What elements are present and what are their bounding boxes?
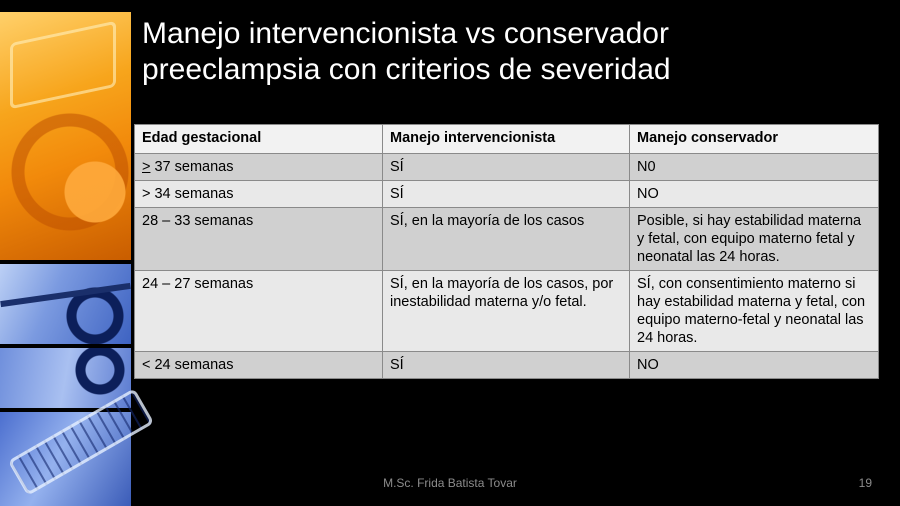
cell-conservador: N0 (630, 154, 879, 181)
decorative-photo-scissors (0, 348, 131, 408)
cell-intervencionista: SÍ, en la mayoría de los casos, por inestabilidad materna y/o fetal. (383, 271, 630, 352)
cell-edad (135, 154, 383, 181)
cell-intervencionista: SÍ (383, 352, 630, 379)
slide-footer-author: M.Sc. Frida Batista Tovar (383, 476, 517, 490)
age-rest: 37 semanas (150, 159, 234, 175)
table-row (135, 154, 879, 181)
header-manejo-intervencionista: Manejo intervencionista (383, 125, 630, 154)
header-manejo-conservador: Manejo conservador (630, 125, 879, 154)
table-row (135, 181, 879, 208)
cell-conservador: SÍ, con consentimiento materno si hay estabilidad materna y fetal, con equipo materno-fetal y neonatal las 24 horas. (630, 271, 879, 352)
cell-edad: 24 – 27 semanas (135, 271, 383, 352)
decorative-photo-stethoscope (0, 12, 131, 260)
cell-edad: > 34 semanas (135, 181, 383, 208)
cell-edad: 28 – 33 semanas (135, 208, 383, 271)
table-row (135, 352, 879, 379)
decorative-photo-syringe (0, 412, 131, 506)
slide-title-line-1: Manejo intervencionista vs conservador (142, 17, 669, 50)
cell-edad: < 24 semanas (135, 352, 383, 379)
cell-conservador: NO (630, 181, 879, 208)
table-row (135, 208, 879, 271)
table-header-row (135, 125, 879, 154)
cell-conservador: Posible, si hay estabilidad materna y fetal, con equipo materno fetal y neonatal las 24 horas. (630, 208, 879, 271)
management-table (134, 124, 879, 379)
slide-title-line-2: preeclampsia con criterios de severidad (142, 53, 671, 86)
cell-conservador: NO (630, 352, 879, 379)
slide-title (142, 16, 671, 88)
slide-page-number: 19 (858, 476, 872, 490)
table-row (135, 271, 879, 352)
decorative-photo-instruments (0, 264, 131, 344)
header-edad-gestacional: Edad gestacional (135, 125, 383, 154)
cell-intervencionista: SÍ, en la mayoría de los casos (383, 208, 630, 271)
age-prefix-symbol: > (142, 159, 151, 175)
cell-intervencionista: SÍ (383, 154, 630, 181)
cell-intervencionista: SÍ (383, 181, 630, 208)
